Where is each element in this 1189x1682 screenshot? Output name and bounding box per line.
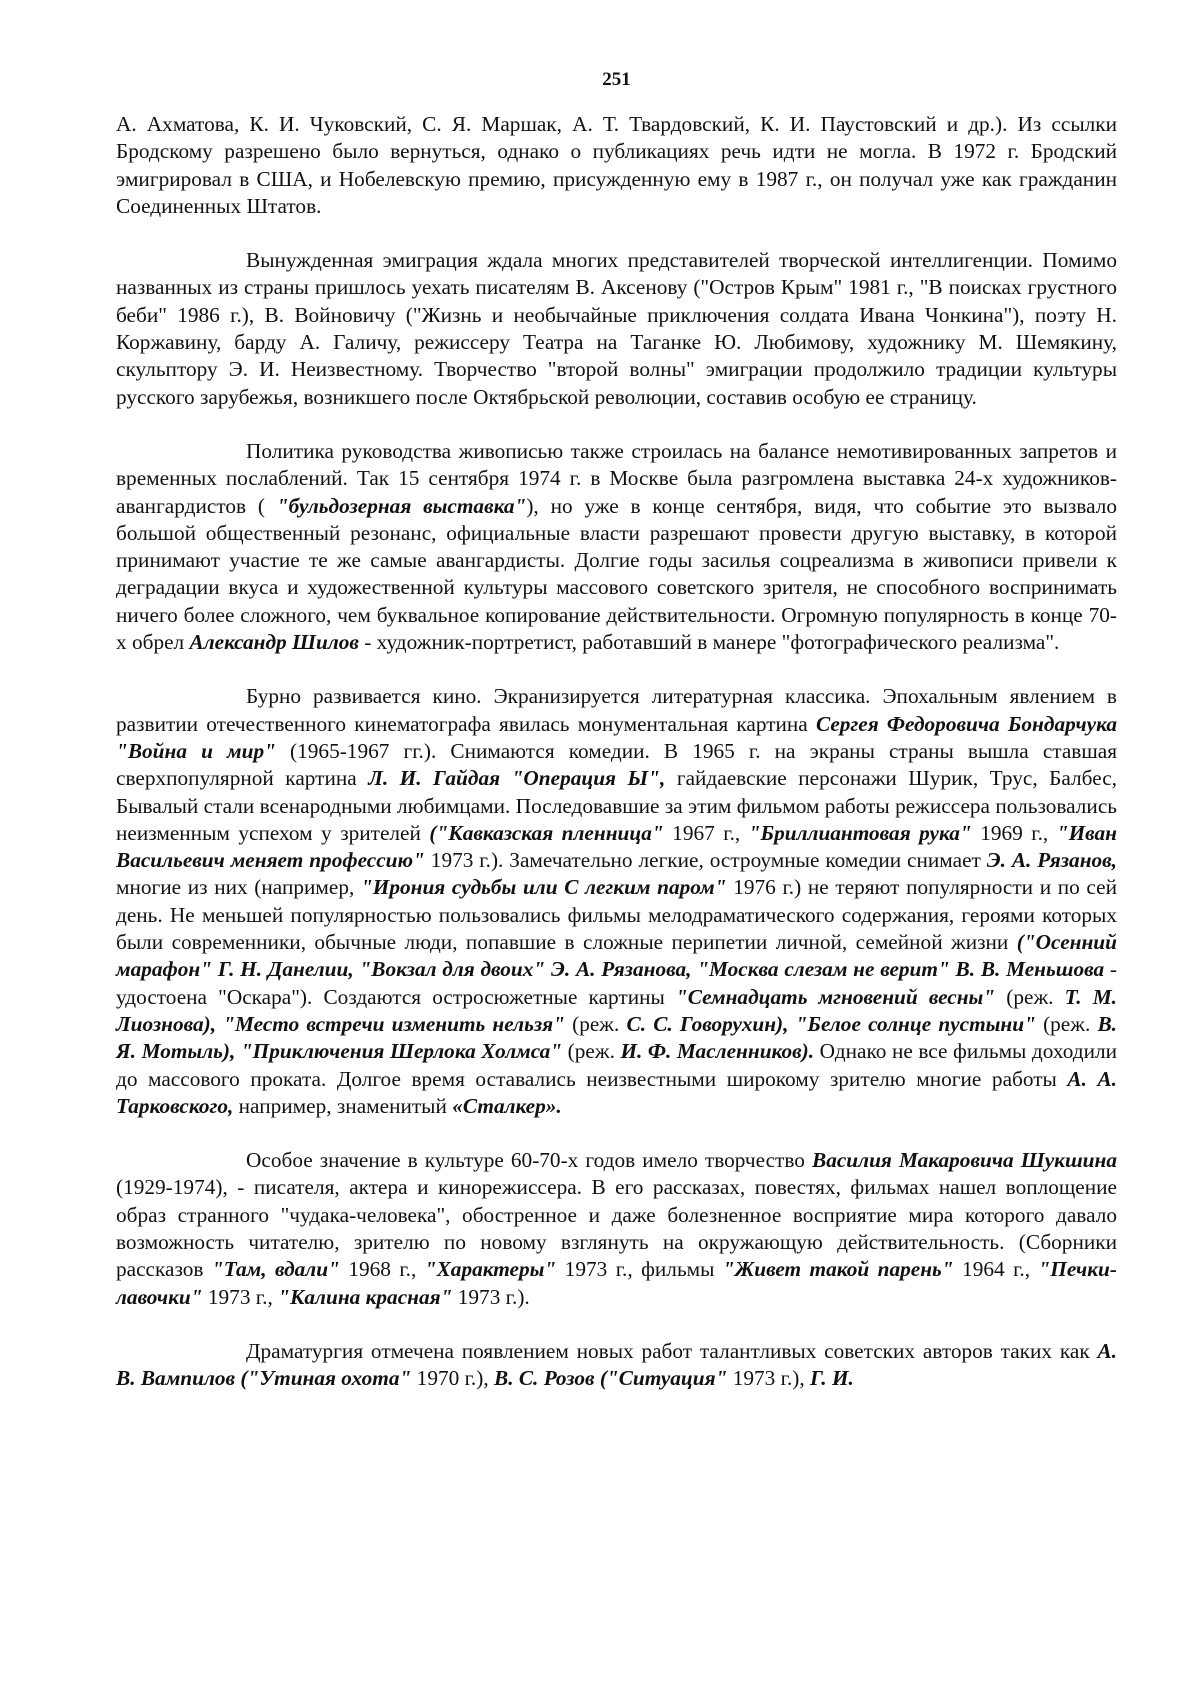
text-run: 1970 г.), xyxy=(411,1366,494,1391)
text-run: 1973 г.). Замечательно легкие, остроумные комедии снимает xyxy=(424,848,987,873)
emphasized-text: "Иван Васильевич меняет профессию" xyxy=(116,820,1117,873)
emphasized-text: "Ирония судьбы или С легким паром" xyxy=(360,875,727,900)
text-run: Политика руководства живописью также строилась на балансе немотивированных запретов и временных послаблений. Так 15 сентября 1974 г. в Москве была разгромлена выставка 24-х художников-авангардистов ( xyxy=(116,438,1117,518)
emphasized-text: И. Ф. Масленников). xyxy=(620,1039,815,1064)
page-number: 251 xyxy=(602,69,631,90)
paragraph xyxy=(116,438,1117,656)
emphasized-text: ("Кавказская пленница" xyxy=(429,820,664,845)
paragraph xyxy=(116,683,1117,1120)
emphasized-text: "Печки-лавочки" xyxy=(116,1257,1117,1309)
text-run: 1976 г.) не теряют популярности и по сей день. Не меньшей популярностью пользовались фильмы мелодраматического содержания, героями которых были современники, обычные люди, попавшие в сложные перипетии личной, семейной жизни xyxy=(116,875,1117,955)
text-run: (реж. xyxy=(562,1039,621,1064)
text-run: 1969 г., xyxy=(971,820,1057,845)
emphasized-text: "Там, вдали" xyxy=(211,1257,340,1282)
emphasized-text: Л. И. Гайдая "Операция Ы", xyxy=(368,766,666,791)
emphasized-text: А. В. Вампилов ("Утиная охота" xyxy=(116,1338,1117,1391)
text-run: - удостоена "Оскара"). Создаются остросюжетные картины xyxy=(116,957,1117,1009)
emphasized-text: Т. М. Лиознова), "Место встречи изменить нельзя" xyxy=(116,984,1117,1036)
emphasized-text: В. Я. Мотыль), "Приключения Шерлока Холмса" xyxy=(116,1011,1117,1064)
text-run: 1968 г., xyxy=(339,1257,425,1282)
text-run: (1929-1974), - писателя, актера и кинорежиссера. В его рассказах, повестях, фильмах нашел воплощение образ странного "чудака-человека", обостренное и даже болезненное восприятие мира которого давало возможность читателю, зрителю по новому взглянуть на окружающую действительность. (Сборники рассказов xyxy=(116,1175,1117,1282)
text-run: Вынужденная эмиграция ждала многих представителей творческой интеллигенции. Помимо названных из страны пришлось уехать писателям В. Аксенову ("Остров Крым" 1981 г., "В поисках грустного беби" 1986 г.), В. Войновичу ("Жизнь и необычайные приключения солдата Ивана Чонкина"), поэту Н. Коржавину, барду А. Галичу, режиссеру Театра на Таганке Ю. Любимову, художнику М. Шемякину, скульптору Э. И. Неизвестному. Творчество "второй волны" эмиграции продолжило традиции культуры русского зарубежья, возникшего после Октябрьской революции, составив особую ее страницу. xyxy=(116,248,1117,409)
paragraph xyxy=(116,111,1117,220)
emphasized-text: ("Осенний марафон" Г. Н. Данелии, "Вокзал для двоих" Э. А. Рязанова, "Москва слезам не верит" В. В. Меньшова xyxy=(116,930,1117,982)
text-run: Особое значение в культуре 60-70-х годов имело творчество xyxy=(246,1148,812,1173)
emphasized-text: Э. А. Рязанов, xyxy=(986,848,1118,873)
emphasized-text: «Сталкер». xyxy=(452,1093,562,1118)
text-run: 1973 г.). xyxy=(452,1284,530,1309)
text-run: Бурно развивается кино. Экранизируется литературная классика. Эпохальным явлением в развитии отечественного кинематографа явилась монументальная картина xyxy=(116,684,1117,736)
body-text xyxy=(116,111,1117,1392)
text-run: 1973 г.), xyxy=(727,1366,811,1391)
text-run: гайдаевские персонажи Шурик, Трус, Балбес, Бывалый стали всенародными любимцами. Последовавшие за этим фильмом работы режиссера пользовались неизменным успехом у зрителей xyxy=(116,766,1117,845)
text-run: 1967 г., xyxy=(663,820,749,845)
text-run: (реж. xyxy=(1035,1011,1098,1036)
emphasized-text: "Семнадцать мгновений весны" xyxy=(675,984,996,1009)
emphasized-text: В. С. Розов ("Ситуация" xyxy=(493,1366,728,1391)
text-run: 1973 г., фильмы xyxy=(556,1257,723,1282)
emphasized-text: "Бриллиантовая рука" xyxy=(748,820,972,845)
emphasized-text: Сергея Федоровича Бондарчука "Война и мир" xyxy=(116,711,1117,763)
emphasized-text: А. А. Тарковского, xyxy=(116,1066,1117,1118)
emphasized-text: "Характеры" xyxy=(424,1257,557,1282)
text-run: Однако не все фильмы доходили до массового проката. Долгое время оставались неизвестными широкому зрителю многие работы xyxy=(116,1039,1117,1091)
text-run: 1973 г., xyxy=(202,1284,279,1309)
text-run: Драматургия отмечена появлением новых работ талантливых советских авторов таких как xyxy=(246,1338,1098,1363)
emphasized-text: Александр Шилов xyxy=(189,630,359,655)
text-run: многие из них (например, xyxy=(116,875,361,900)
emphasized-text: С. С. Говорухин), "Белое солнце пустыни" xyxy=(626,1011,1036,1036)
paragraph xyxy=(116,1338,1117,1393)
text-run: (реж. xyxy=(995,984,1065,1009)
emphasized-text: Г. И. xyxy=(810,1366,854,1391)
emphasized-text: "Калина красная" xyxy=(278,1284,453,1309)
emphasized-text: "бульдозерная выставка" xyxy=(276,493,527,518)
text-run: например, знаменитый xyxy=(233,1093,453,1118)
text-run: А. Ахматова, К. И. Чуковский, С. Я. Маршак, А. Т. Твардовский, К. И. Паустовский и др.). Из ссылки Бродскому разрешено было вернуться, однако о публикациях речь идти не могла. В 1972 г. Бродский эмигрировал в США, и Нобелевскую премию, присужденную ему в 1987 г., он получал уже как гражданин Соединенных Штатов. xyxy=(116,112,1117,218)
emphasized-text: Василия Макаровича Шукшина xyxy=(812,1148,1117,1173)
text-run: (реж. xyxy=(564,1011,627,1036)
paragraph xyxy=(116,247,1117,411)
document-page xyxy=(116,68,1117,1419)
text-run: - художник-портретист, работавший в манере "фотографического реализма". xyxy=(358,630,1060,655)
text-run: (1965-1967 гг.). Снимаются комедии. В 1965 г. на экраны страны вышла ставшая сверхпопулярной картина xyxy=(116,738,1117,791)
paragraph xyxy=(116,1147,1117,1311)
emphasized-text: "Живет такой парень" xyxy=(722,1257,954,1282)
text-run: 1964 г., xyxy=(953,1257,1039,1282)
text-run: ), но уже в конце сентября, видя, что событие это вызвало большой общественный резонанс, официальные власти разрешают провести другую выставку, в которой принимают участие те же самые авангардисты. Долгие годы засилья соцреализма в живописи привели к деградации вкуса и художественной культуры массового советского зрителя, не способного воспринимать ничего более сложного, чем буквальное копирование действительности. Огромную популярность в конце 70-х обрел xyxy=(116,493,1117,655)
